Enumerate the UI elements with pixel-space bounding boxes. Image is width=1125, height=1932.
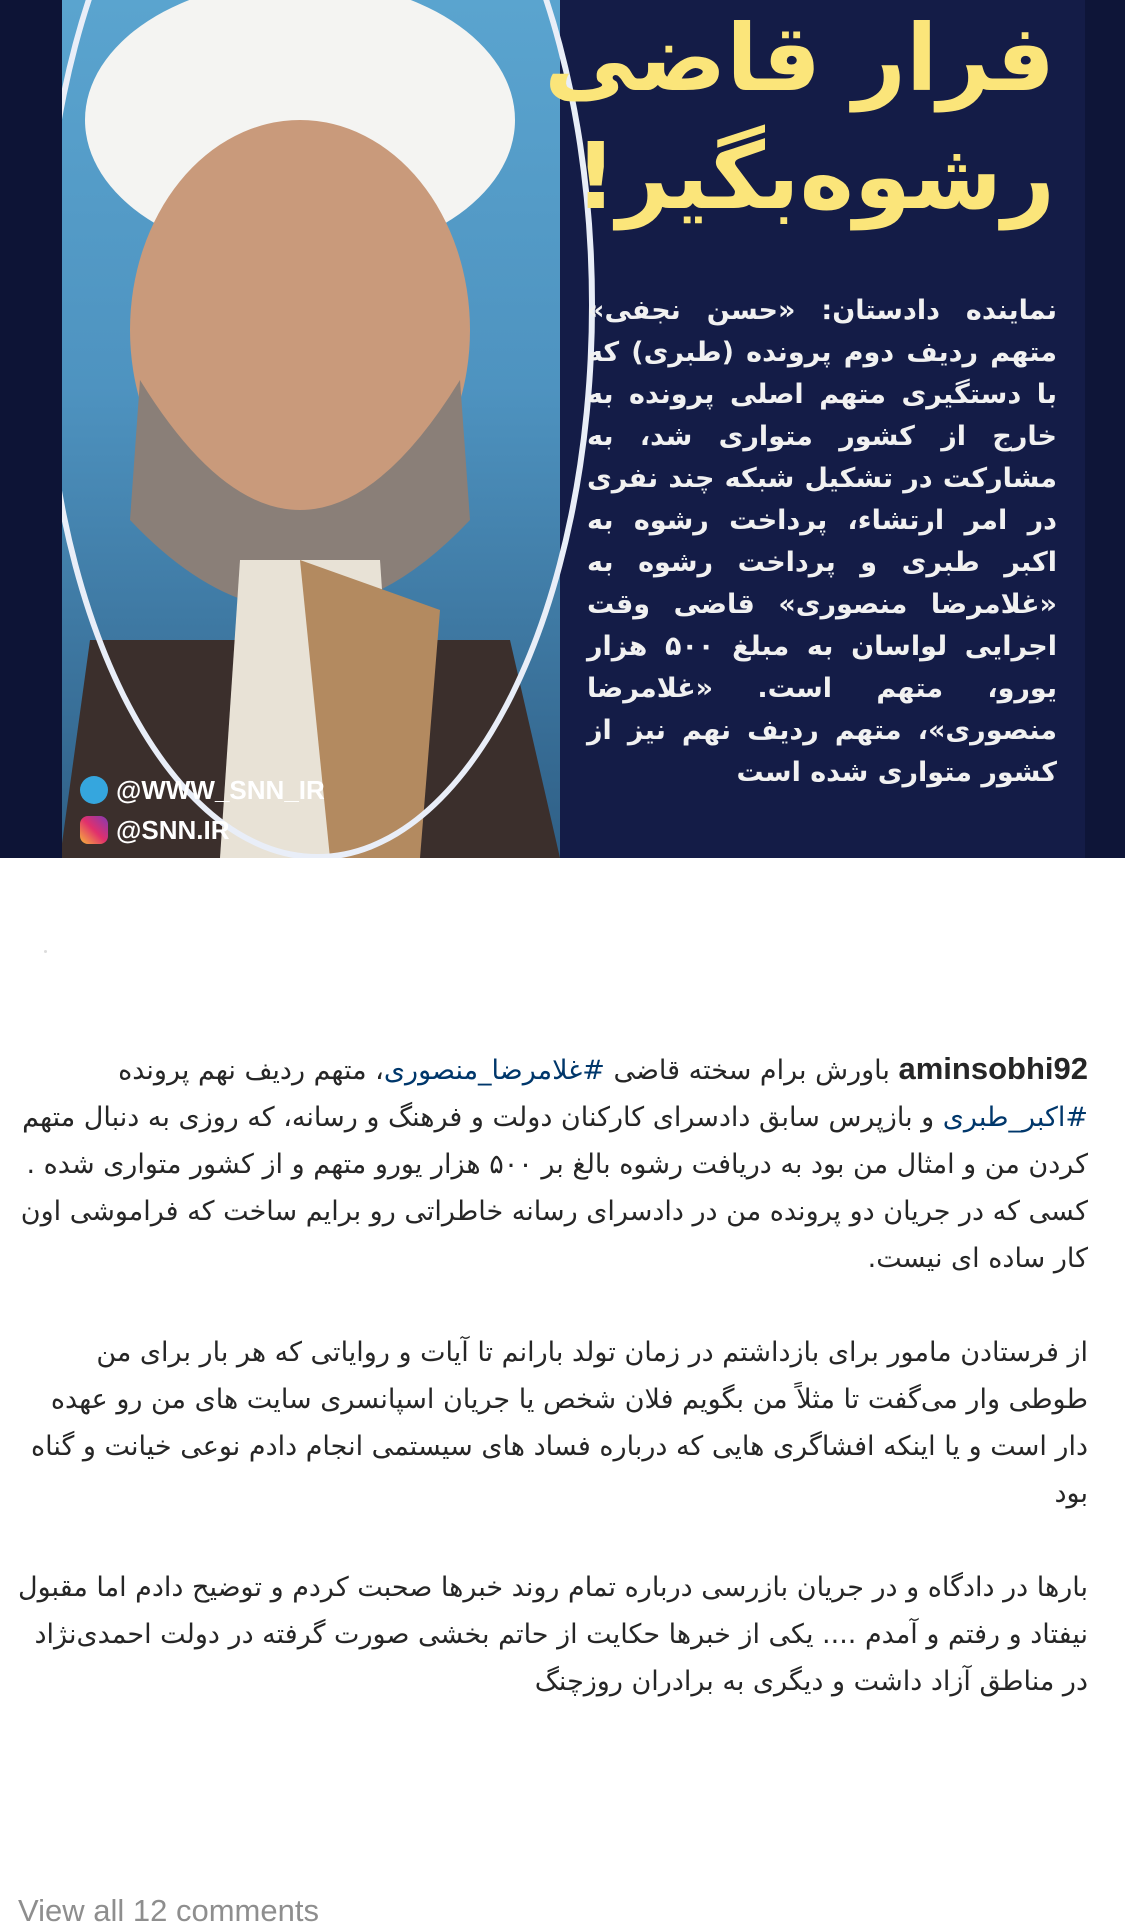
caption-text: ، متهم ردیف نهم پرونده <box>118 1055 384 1086</box>
caption-text: و بازپرس سابق دادسرای کارکنان دولت و فرهنگ و رسانه، که روزی به دنبال متهم کردن من و امثال من بود به دریافت رشوه بالغ بر ۵۰۰ هزار یورو متهم و از کشور متواری شده . کسی که در جریان دو پرونده من در دادسرای رسانه خاطراتی رو برایم ساخت که فراموشی اون کار ساده ای نیست. <box>20 1102 1088 1274</box>
hashtag-link[interactable]: #غلامرضا_منصوری <box>383 1055 605 1086</box>
caption-paragraph-2: از فرستادن مامور برای بازداشتم در زمان تولد بارانم تا آیات و روایاتی که هر بار برای من طوطی وار می‌گفت تا مثلاً من بگویم فلان شخص یا جریان اسپانسری سایت های من رو عهده دار است و یا اینکه افشاگری هایی که درباره فساد های سیستمی انجام دادم نوعی خیانت و گناه بود <box>30 1337 1088 1509</box>
caption-paragraph-3: بارها در دادگاه و در جریان بازرسی درباره تمام روند خبرها صحبت کردم و توضیح دادم اما مقبول نیفتاد و رفتم و آمدم .... یکی از خبرها حکایت از حاتم بخشی صورت گرفته در دولت احمدی‌نژاد در مناطق آزاد داشت و دیگری به برادران روزچنگ <box>17 1572 1088 1697</box>
watermarks <box>80 770 325 850</box>
hashtag-link[interactable]: #اکبر_طبری <box>942 1102 1088 1133</box>
image-border-left <box>0 0 62 858</box>
view-all-comments-link[interactable]: View all 12 comments <box>18 1893 319 1928</box>
headline-line-1: فرار قاضی <box>544 5 1055 112</box>
watermark-telegram-text: @WWW_SNN_IR <box>116 774 325 805</box>
instagram-icon <box>80 816 108 844</box>
post-image[interactable] <box>0 0 1125 858</box>
watermark-instagram <box>80 810 325 850</box>
watermark-instagram-text: @SNN.IR <box>116 814 230 845</box>
image-body-text: نماینده دادستان: «حسن نجفی» متهم ردیف دوم پرونده (طبری) که با دستگیری متهم اصلی پرونده به خارج از کشور متواری شد، به مشارکت در تشکیل شبکه چند نفری در امر ارتشاء، پرداخت رشوه به اکبر طبری و پرداخت رشوه به «غلامرضا منصوری» قاضی وقت اجرایی لواسان به مبلغ ۵۰۰ هزار یورو، متهم است. «غلامرضا منصوری»، متهم ردیف نهم نیز از کشور متواری شده است <box>587 295 1057 788</box>
post-caption <box>18 1045 1088 1752</box>
image-border-right <box>1085 0 1125 858</box>
watermark-telegram <box>80 770 325 810</box>
caption-text: باورش برام سخته قاضی <box>604 1055 890 1086</box>
divider-dot <box>44 950 47 953</box>
headline-line-2: رشوه‌بگیر! <box>574 123 1055 230</box>
caption-paragraph-1 <box>18 1045 1088 1282</box>
image-headline <box>544 0 1055 236</box>
telegram-icon <box>80 776 108 804</box>
username-link[interactable]: aminsobhi92 <box>898 1051 1088 1086</box>
